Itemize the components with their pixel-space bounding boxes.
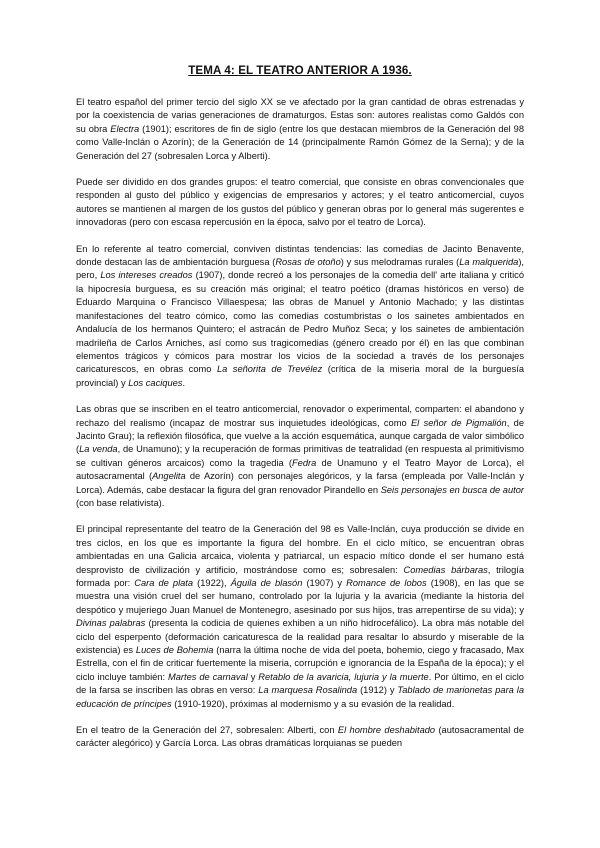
text-run: En lo referente al teatro comercial, conviven distintas tendencias: las comedias de Jacinto Benavente, donde destacan las de ambientación burguesa ( <box>76 243 524 268</box>
text-run: (narra la última noche de vida del poeta, bohemio, ciego y fracasado, Max Estrella, con el fin de criticar fuertemente la miseria, corrupción e ignorancia de la España de la época); y el ciclo incluye también: <box>76 645 524 682</box>
italic-title: Martes de carnaval <box>168 671 248 682</box>
italic-title: Seis personajes en busca de autor <box>380 484 524 495</box>
italic-title: La marquesa Rosalinda <box>258 685 358 696</box>
italic-title: El hombre deshabitado <box>337 725 436 736</box>
text-run: , trilogía formada por: <box>76 564 524 588</box>
text-run: y <box>247 671 259 682</box>
text-run: (1907), donde recreó a los personajes de la comedia dell' arte italiana y criticó la hipocresía burguesa, es su creación más original; el teatro poético (dramas históricos en verso) de Eduardo Marquina o Francisco Villaespesa; las obras de Manuel y Antonio Machado; y las distintas manifestaciones del teatro cómico, como las comedias costumbristas o los sainetes ambientados en Andalucía de los hermanos Quintero; el astracán de Pedro Muñoz Seca; y los sainetes de ambientación madrileña de Carlos Arniches, así como sus tragicomedias (género creado por él) en las que combinan elementos trágicos y cómicos para mostrar los vicios de la sociedad a través de los personajes caricaturescos, en obras como <box>76 270 524 375</box>
text-run: Las obras que se inscriben en el teatro anticomercial, renovador o experimental, comparten: el abandono y rechazo del realismo (incapaz de mostrar sus inquietudes ideológicas, como <box>76 404 524 428</box>
text-run: (1910-1920), próximas al modernismo y a su evasión de la realidad. <box>171 698 455 709</box>
text-run: El teatro español del primer tercio del siglo XX se ve afectado por la gran cantidad de obras estrenadas y por la coexistencia de varias generaciones de dramaturgos. Estas son: autores realistas como Galdós con su obra <box>76 97 524 134</box>
paragraph-1 <box>76 96 524 163</box>
text-run: (crítica de la miseria moral de la burguesía provincial) y <box>76 364 524 388</box>
text-run: (1908), en las que se muestra una visión cruel del ser humano, controlado por la lujuria y la avaricia (mediante la historia del despótico y mujeriego Juan Manuel de Montenegro, asesinado por sus hijos, tras arrepentirse de su vida); y <box>76 578 524 615</box>
document-body <box>76 96 524 751</box>
text-run: (1907) y <box>302 578 347 588</box>
text-run: (con base relativista). <box>76 497 165 508</box>
text-run: ), pero, <box>76 257 524 281</box>
text-run: (autosacramental de carácter alegórico) y García Lorca. Las obras dramáticas lorquianas se pueden <box>76 725 524 749</box>
italic-title: El señor de Pigmalión <box>410 417 507 428</box>
text-run: ) y sus melodramas rurales ( <box>340 257 460 268</box>
italic-title: Comedias bárbaras <box>403 564 488 575</box>
paragraph-2 <box>76 176 524 230</box>
italic-title: La malquerida <box>459 257 519 268</box>
italic-title: Angelita <box>152 471 186 482</box>
text-run: (1912) y <box>357 685 398 696</box>
text-run: (1901); escritores de fin de siglo (entre los que destacan miembros de la Generación del 98 como Valle-Inclán o Azorín); de la Generación de 14 (principalmente Ramón Gómez de la Serna); y de la Generación del 27 (sobresalen Lorca y Alberti). <box>76 123 524 161</box>
italic-title: La venda <box>79 444 118 455</box>
italic-title: Fedra <box>292 457 317 468</box>
italic-title: Divinas palabras <box>76 618 146 629</box>
italic-title: Cara de plata <box>134 578 194 588</box>
italic-title: Romance de lobos <box>346 578 427 588</box>
text-run: (1922), <box>193 578 231 588</box>
italic-title: Rosas de otoño <box>275 257 341 268</box>
text-run: Puede ser dividido en dos grandes grupos: el teatro comercial, que consiste en obras convencionales que responden al gusto del público y exigencias de empresarios y actores; y el teatro anticomercial, cuyos autores se mantienen al margen de los gustos del público y generan obras por lo general más sugerentes e innovadoras (pero con escasa repercusión en la época, salvo por el teatro de Lorca). <box>76 177 524 228</box>
paragraph-6 <box>76 724 524 751</box>
text-run: . Por último, en el ciclo de la farsa se inscriben las obras en verso: <box>76 671 524 696</box>
text-run: En el teatro de la Generación del 27, sobresalen: Alberti, con <box>76 725 338 736</box>
text-run: . <box>182 377 186 388</box>
italic-title: Los caciques <box>128 377 183 388</box>
text-run: , de Jacinto Grau); la reflexión filosófica, que vuelve a la acción esquemática, aunque cargada de valor simbólico ( <box>76 417 524 455</box>
italic-title: Electra <box>110 123 140 134</box>
italic-title: Retablo de la avaricia, lujuria y la muerte <box>258 671 429 682</box>
italic-title: La señorita de Trevélez <box>216 364 323 375</box>
paragraph-4 <box>76 403 524 510</box>
text-run: El principal representante del teatro de la Generación del 98 es Valle-Inclán, cuya producción se divide en tres ciclos, en los que es importante la figura del hombre. En el ciclo mítico, se encuentran obras ambientadas en una Galicia arcaica, violenta y patriarcal, un espacio mítico donde el ser humano está desprovisto de civilización y artificio, mostrándose como es; sobresalen: <box>76 524 524 575</box>
italic-title: Los intereses creados <box>100 270 193 281</box>
text-run: (presenta la codicia de quienes exhiben a un niño hidrocefálico). La obra más notable del ciclo del esperpento (deformación caricaturesca de la realidad para resaltar lo absurdo y miserable de la existencia) es <box>76 618 524 656</box>
paragraph-3 <box>76 243 524 390</box>
italic-title: Águila de blasón <box>230 578 303 588</box>
italic-title: Luces de Bohemia <box>135 645 214 656</box>
document-title: TEMA 4: EL TEATRO ANTERIOR A 1936. <box>188 64 412 77</box>
text-run: , de Unamuno); y la recuperación de formas primitivas de teatralidad (en respuesta al primitivismo se cultivan géneros arcaicos) como la tragedia ( <box>76 444 524 468</box>
paragraph-5 <box>76 523 524 711</box>
text-run: de Unamuno y el Teatro Mayor de Lorca), el autosacramental ( <box>76 457 524 482</box>
italic-title: Tablado de marionetas para la educación de príncipes <box>76 685 524 709</box>
text-run: de Azorín) con personajes alegóricos, y la farsa (empleada por Valle-Inclán y Lorca). Además, cabe destacar la figura del gran renovador Pirandello en <box>76 471 524 495</box>
